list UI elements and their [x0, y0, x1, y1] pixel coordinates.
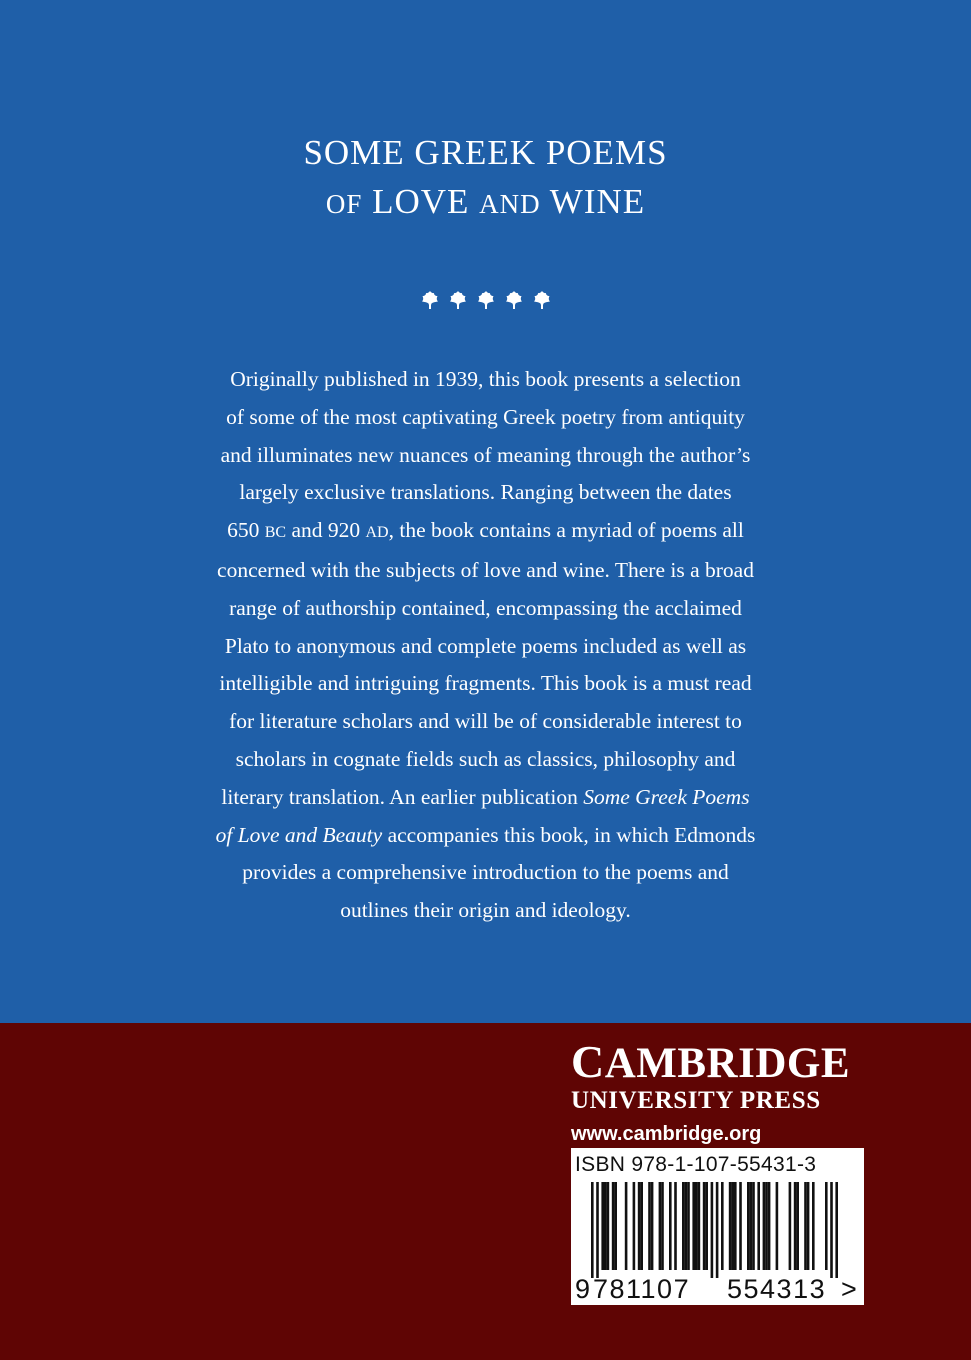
barcode-digits — [571, 1274, 864, 1304]
publisher-block — [571, 1036, 871, 1148]
description-line: largely exclusive translations. Ranging between the dates — [239, 480, 732, 505]
barcode-bar — [711, 1182, 714, 1278]
barcode-bar — [604, 1182, 607, 1270]
publisher-name — [571, 1036, 871, 1087]
barcode-bar — [789, 1182, 792, 1270]
isbn-label: ISBN 978-1-107-55431-3 — [575, 1153, 817, 1176]
barcode-bar — [648, 1182, 651, 1270]
barcode-digits-left: 781107 — [593, 1274, 691, 1304]
barcode-bar — [601, 1182, 604, 1270]
description-line: for literature scholars and will be of considerable interest to — [229, 709, 742, 734]
title-of: OF — [325, 189, 363, 219]
book-title-line-2 — [0, 182, 971, 224]
title-and: AND — [479, 189, 541, 219]
ivy-leaf-icon — [449, 290, 467, 310]
barcode-bar — [659, 1182, 662, 1270]
date-start: 650 — [227, 518, 265, 543]
barcode-bar — [651, 1182, 654, 1270]
era-bc: BC — [264, 524, 287, 542]
barcode-bar — [796, 1182, 799, 1270]
barcode-bar — [633, 1182, 636, 1270]
publisher-url: www.cambridge.org — [571, 1123, 762, 1145]
description-line: scholars in cognate fields such as classics, philosophy and — [235, 746, 736, 771]
barcode-bar — [716, 1182, 719, 1278]
barcode-bar — [776, 1182, 779, 1270]
barcode-bar — [750, 1182, 753, 1270]
barcode-bar — [591, 1182, 594, 1278]
barcode-bar — [763, 1182, 766, 1270]
barcode-bar — [757, 1182, 760, 1270]
barcode-bar — [705, 1182, 708, 1270]
book-title-line-1: SOME GREEK POEMS — [303, 133, 668, 172]
barcode-bar — [669, 1182, 672, 1270]
barcode-bar — [640, 1182, 643, 1270]
description-line: concerned with the subjects of love and wine. There is a broad — [217, 557, 754, 582]
description-line: intelligible and intriguing fragments. This book is a must read — [219, 671, 752, 696]
barcode-bar — [804, 1182, 807, 1270]
related-title: of Love and Beauty — [215, 822, 383, 847]
description-line: and illuminates new nuances of meaning through the author’s — [220, 442, 751, 467]
ornament-row — [0, 290, 971, 312]
description-line: provides a comprehensive introduction to the poems and — [242, 860, 729, 885]
publisher-initial: C — [571, 1036, 605, 1087]
description-line — [150, 817, 821, 855]
barcode-bar — [721, 1182, 724, 1270]
related-title: Some Greek Poems — [583, 784, 750, 809]
barcode-arrow: > — [841, 1274, 857, 1304]
description-text: literary translation. An earlier publication — [221, 784, 584, 809]
barcode-bar — [835, 1182, 838, 1278]
barcode-bar — [674, 1182, 677, 1270]
barcode-bar — [752, 1182, 755, 1270]
barcode-bar — [807, 1182, 810, 1270]
barcode-bar — [734, 1182, 737, 1270]
description-text: , the book contains a myriad of poems all — [388, 518, 744, 543]
barcode-bar — [692, 1182, 695, 1270]
barcode-bars — [571, 1182, 864, 1278]
barcode-bar — [625, 1182, 628, 1270]
era-ad: AD — [365, 524, 389, 542]
description-text: accompanies this book, in which Edmonds — [382, 822, 756, 847]
barcode-bar — [638, 1182, 641, 1270]
barcode-bar — [765, 1182, 768, 1270]
barcode-digit-first: 9 — [575, 1274, 591, 1304]
ivy-leaf-icon — [421, 290, 439, 310]
barcode-bar — [703, 1182, 706, 1270]
publisher-subtitle: UNIVERSITY PRESS — [571, 1087, 821, 1114]
book-description — [150, 361, 821, 930]
barcode-digits-right: 554313 — [727, 1274, 827, 1304]
ivy-leaf-icon — [505, 290, 523, 310]
ivy-leaf-icon — [477, 290, 495, 310]
description-line: Plato to anonymous and complete poems included as well as — [224, 633, 747, 658]
title-love: LOVE — [372, 182, 470, 221]
date-end: and 920 — [286, 518, 366, 543]
barcode-bar — [830, 1182, 833, 1278]
description-line: of some of the most captivating Greek poetry from antiquity — [226, 404, 745, 429]
publisher-name-rest: AMBRIDGE — [604, 1040, 851, 1087]
description-line: outlines their origin and ideology. — [340, 898, 631, 923]
barcode-bar — [687, 1182, 690, 1270]
barcode-bar — [612, 1182, 615, 1270]
ivy-leaf-icon — [533, 290, 551, 310]
barcode-bar — [695, 1182, 698, 1270]
barcode-bar — [739, 1182, 742, 1270]
barcode-bar — [731, 1182, 734, 1270]
barcode-bar — [729, 1182, 732, 1270]
description-line — [150, 779, 821, 817]
isbn-barcode — [571, 1148, 864, 1305]
barcode-bar — [825, 1182, 828, 1270]
description-line: Originally published in 1939, this book presents a selection — [230, 367, 741, 391]
description-line: range of authorship contained, encompassing the acclaimed — [229, 595, 742, 620]
description-line — [150, 512, 821, 552]
barcode-bar — [661, 1182, 664, 1270]
barcode-bar — [747, 1182, 750, 1270]
barcode-bar — [596, 1182, 599, 1278]
barcode-bar — [614, 1182, 617, 1270]
title-wine: WINE — [549, 182, 646, 221]
barcode-bar — [768, 1182, 771, 1270]
barcode-bar — [682, 1182, 685, 1270]
barcode-bar — [812, 1182, 815, 1270]
barcode-bar — [685, 1182, 688, 1270]
barcode-bar — [607, 1182, 610, 1270]
barcode-bar — [698, 1182, 701, 1270]
barcode-bar — [794, 1182, 797, 1270]
